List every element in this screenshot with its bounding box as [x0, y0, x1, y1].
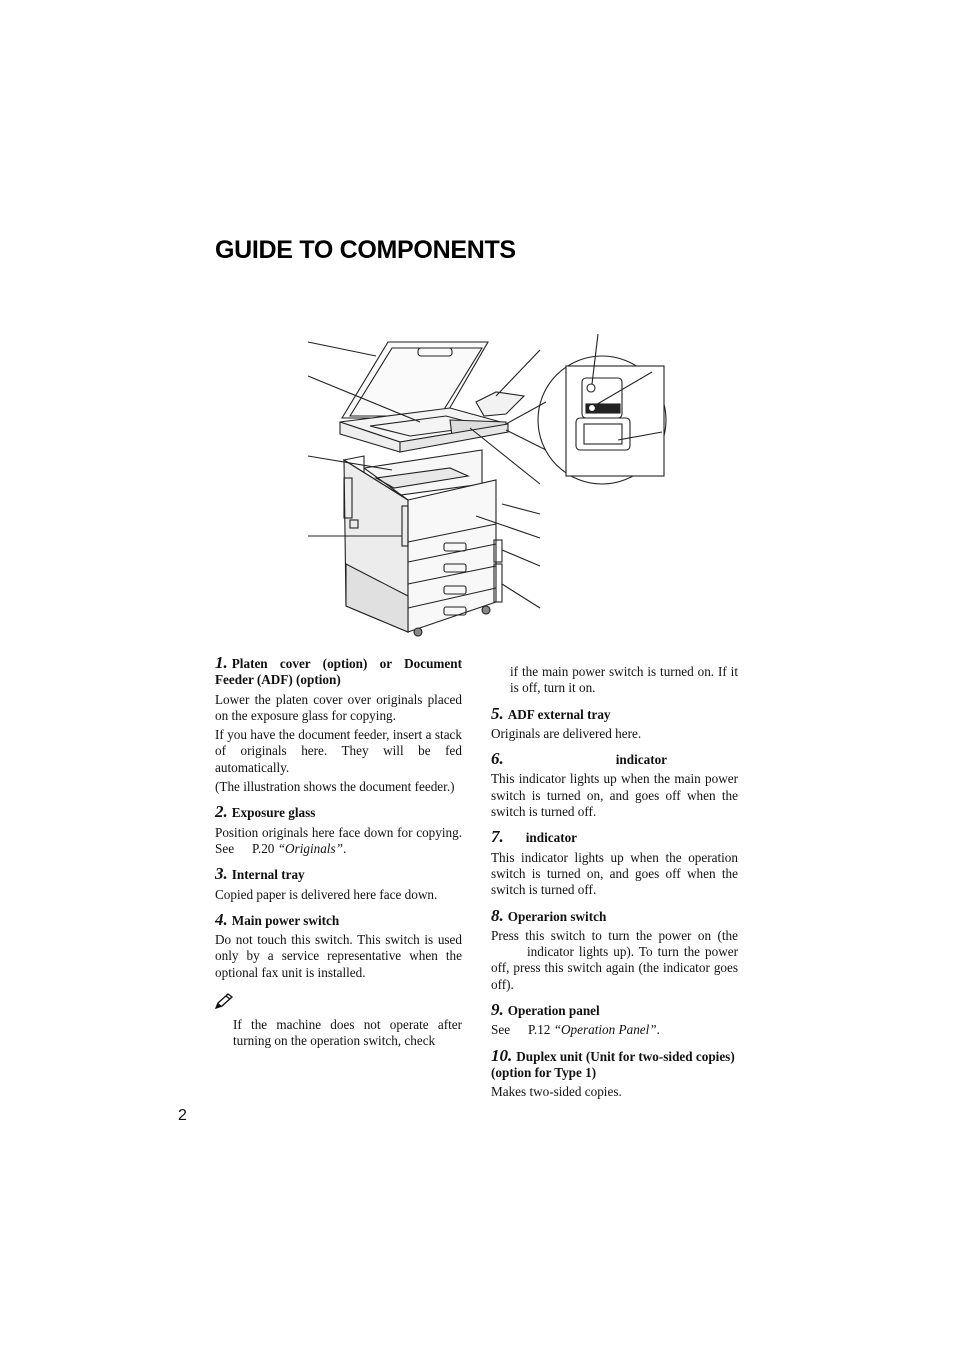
- item-title: Operation panel: [507, 1003, 600, 1019]
- item-number: 10.: [491, 1045, 513, 1065]
- item-number: 6.: [491, 749, 504, 769]
- component-item-8: [491, 905, 738, 993]
- copier-illustration: [300, 330, 670, 640]
- item-description: Lower the platen cover over originals placed on the exposure glass for copying.: [215, 691, 462, 723]
- page-reference[interactable]: P.12: [528, 1022, 551, 1038]
- item-number: 7.: [491, 827, 504, 847]
- item-heading: [491, 905, 738, 925]
- item-heading: [491, 1045, 738, 1082]
- page-title: GUIDE TO COMPONENTS: [215, 236, 516, 264]
- item-heading: [215, 909, 462, 929]
- item-number: 1.: [215, 653, 228, 672]
- component-item-1: [215, 655, 462, 795]
- item-heading: [215, 804, 462, 821]
- note-continued-text: if the main power switch is turned on. If it is off, turn it on.: [510, 664, 738, 696]
- item-number: 4.: [215, 909, 228, 929]
- item-description: [215, 825, 462, 858]
- item-title: Operarion switch: [507, 908, 607, 924]
- reference-title[interactable]: “Operation Panel”: [553, 1022, 657, 1038]
- page-number: 2: [178, 1107, 187, 1124]
- item-heading: [215, 866, 462, 883]
- page-reference[interactable]: P.20: [252, 840, 275, 856]
- punctuation: .: [656, 1022, 660, 1038]
- item-heading: [491, 703, 738, 723]
- item-heading: [491, 1002, 738, 1019]
- item-description: Makes two-sided copies.: [491, 1084, 622, 1100]
- item-heading: [491, 751, 738, 768]
- item-heading: [491, 829, 738, 846]
- item-title: ADF external tray: [507, 706, 611, 722]
- item-description: This indicator lights up when the operation switch is turned on, and goes off when the switch is turned off.: [491, 849, 738, 898]
- component-item-3: [215, 866, 462, 903]
- item-number: 9.: [491, 1000, 504, 1020]
- item-description: [491, 1022, 738, 1038]
- note-text: If the machine does not operate after turning on the operation switch, check: [233, 1017, 462, 1049]
- item-description: Do not touch this switch. This switch is used only by a service representative when the optional fax unit is installed.: [215, 932, 462, 980]
- right-column: [491, 655, 738, 1110]
- item-description: [491, 928, 738, 993]
- item-number: 5.: [491, 703, 504, 723]
- item-description: Copied paper is delivered here face down.: [215, 886, 438, 902]
- item-text: Press this switch to turn the power on (the: [491, 927, 738, 943]
- item-title: indicator: [615, 752, 668, 768]
- item-number: 3.: [215, 864, 228, 884]
- item-text: indicator lights up). To turn the power off, press this switch again (the indicator goes off).: [491, 944, 738, 992]
- item-number: 2.: [215, 802, 228, 822]
- component-item-10: [491, 1045, 738, 1101]
- item-title: Duplex unit (Unit for two-sided copies) (option for Type 1): [491, 1048, 735, 1080]
- item-heading: [215, 655, 462, 689]
- reference-title[interactable]: “Originals”: [277, 840, 343, 856]
- item-description: This indicator lights up when the main power switch is turned on, and goes off when the switch is turned off.: [491, 771, 738, 820]
- item-description: If you have the document feeder, insert a stack of originals here. They will be fed automatically.: [215, 727, 462, 775]
- item-title: indicator: [525, 830, 578, 846]
- item-title: Exposure glass: [231, 805, 316, 821]
- component-item-2: [215, 804, 462, 857]
- item-number: 8.: [491, 905, 504, 925]
- item-text: See: [491, 1022, 511, 1038]
- component-item-4: [215, 909, 462, 981]
- left-column: [215, 655, 462, 1050]
- punctuation: .: [342, 840, 347, 856]
- item-title: Main power switch: [231, 912, 340, 928]
- item-title: Internal tray: [231, 867, 305, 883]
- item-title: Platen cover (option) or Document Feeder (ADF) (option): [215, 656, 462, 688]
- pencil-note-icon: [215, 993, 233, 1009]
- component-item-6: [491, 751, 738, 820]
- item-description: Originals are delivered here.: [491, 725, 642, 741]
- component-item-5: [491, 703, 738, 743]
- component-item-7: [491, 829, 738, 898]
- item-text: Position originals here face down for copying. See: [215, 824, 462, 856]
- component-item-9: [491, 1002, 738, 1039]
- item-description: (The illustration shows the document feeder.): [215, 779, 455, 795]
